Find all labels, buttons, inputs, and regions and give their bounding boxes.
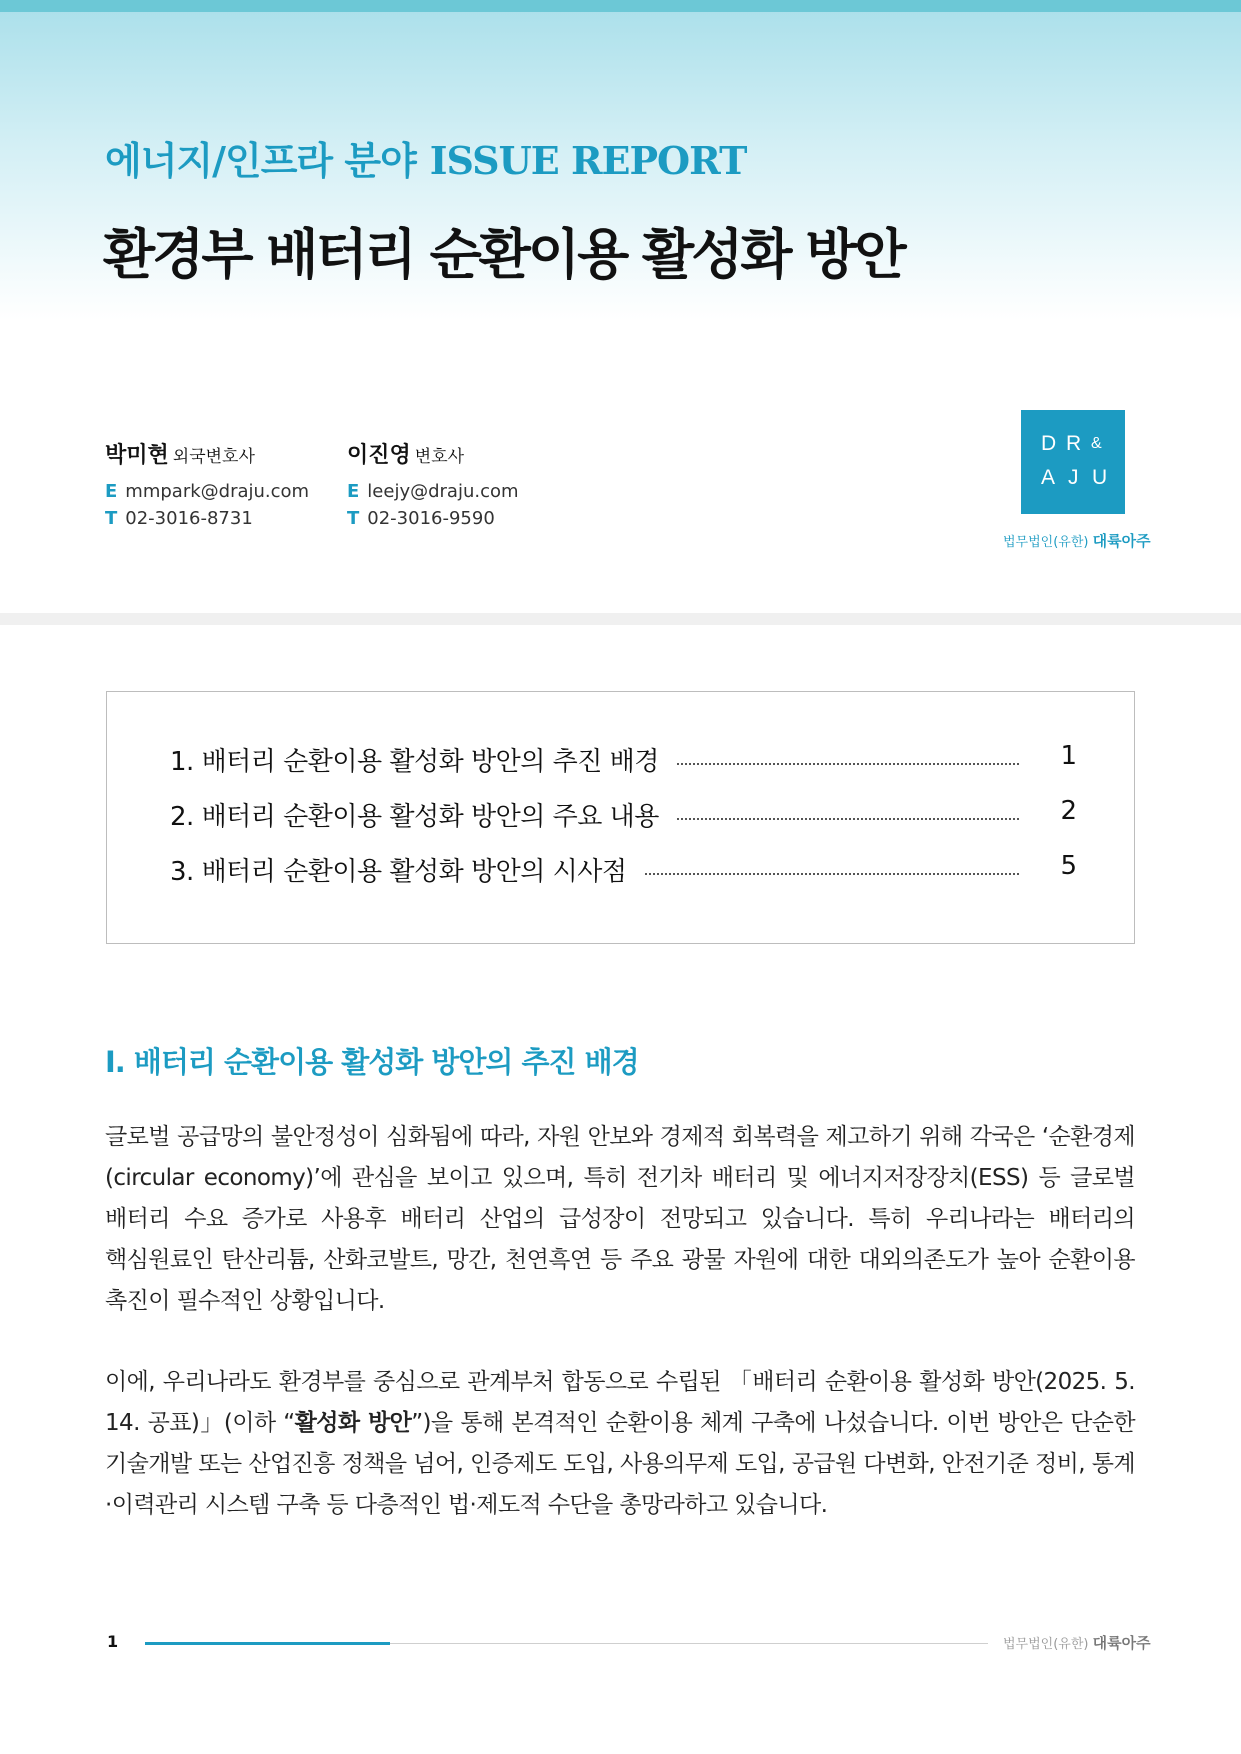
firm-logo [1021,410,1125,514]
author-2 [347,438,519,529]
logo-ampersand: & [1091,435,1102,452]
toc-item-3[interactable] [170,851,1077,887]
firm-name [1003,530,1151,551]
footer-firm-main: 대륙아주 [1092,1634,1151,1652]
author-tel: 02-3016-8731 [125,508,253,529]
section-heading: I. 배터리 순환이용 활성화 방안의 추진 배경 [105,1045,639,1079]
author-name [105,438,309,469]
page-number: 1 [107,1632,119,1651]
author-email-link[interactable]: mmpark@draju.com [125,481,310,502]
author-role: 외국변호사 [172,447,255,467]
para2-text-a: 이에, 우리나라도 환경부를 중심으로 관계부처 합동으로 수립된 「배터리 순환이용 활성화 방안(2025. 5. 14. 공표)」(이하 “ [105,1369,1135,1436]
footer-accent-line [145,1642,390,1645]
author-1 [105,438,309,529]
author-name [347,438,519,469]
para2-bold-term: 활성화 방안 [294,1410,412,1436]
top-accent-strip [0,0,1241,12]
firm-name-prefix: 법무법인(유한) [1003,535,1089,550]
table-of-contents [106,691,1135,944]
para2-text-b: ”)을 통해 본격적인 순환이용 체계 구축에 나섰습니다. 이번 방안은 단순한 기술개발 또는 산업진흥 정책을 넘어, 인증제도 도입, 사용의무제 도입, 공급원 다변화, 안전기준 정비, 통계·이력관리 시스템 구축 등 다층적인 법·제도적 수단을 총망라하고 있습니다. [105,1410,1136,1518]
logo-letter: J [1068,466,1079,489]
logo-letter: U [1092,466,1108,489]
author-name-text: 박미현 [105,443,169,468]
author-email-line [347,481,519,502]
tel-label: T [347,508,360,529]
body-paragraph-2 [105,1362,1135,1526]
toc-page-number: 1 [1060,741,1077,771]
logo-letter: D [1041,432,1057,455]
footer-firm-name [1003,1632,1151,1653]
footer-firm-prefix: 법무법인(유한) [1003,1637,1089,1652]
section-divider [0,613,1241,625]
toc-page-number: 2 [1060,796,1077,826]
author-tel-line [105,508,309,529]
kicker-field: 에너지/인프라 분야 [105,139,416,183]
toc-page-number: 5 [1060,851,1077,881]
author-tel: 02-3016-9590 [367,508,495,529]
author-email-link[interactable]: leejy@draju.com [367,481,519,502]
logo-letter: A [1041,466,1056,489]
logo-letter: R [1066,432,1082,455]
email-label: E [105,481,118,502]
page-title: 환경부 배터리 순환이용 활성화 방안 [103,223,904,286]
body-paragraph-1: 글로벌 공급망의 불안정성이 심화됨에 따라, 자원 안보와 경제적 회복력을 제고하기 위해 각국은 ‘순환경제(circular economy)’에 관심을 보이고 있으며, 특히 전기차 배터리 및 에너지저장장치(ESS) 등 글로벌 배터리 수요 증가로 사용후 배터리 산업의 급성장이 전망되고 있습니다. 특히 우리나라는 배터리의 핵심원료인 탄산리튬, 산화코발트, 망간, 천연흑연 등 주요 광물 자원에 대한 대외의존도가 높아 순환이용 촉진이 필수적인 상황입니다. [105,1124,1135,1314]
author-name-text: 이진영 [347,443,411,468]
author-tel-line [347,508,519,529]
toc-item-2[interactable] [170,796,1077,832]
report-kicker [105,130,746,185]
toc-item-label: 2. 배터리 순환이용 활성화 방안의 주요 내용 [170,796,677,833]
kicker-report-label: ISSUE REPORT [429,138,747,183]
toc-item-label: 3. 배터리 순환이용 활성화 방안의 시사점 [170,851,645,888]
toc-item-1[interactable] [170,741,1077,777]
email-label: E [347,481,360,502]
tel-label: T [105,508,118,529]
firm-name-main: 대륙아주 [1092,532,1151,550]
author-role: 변호사 [414,447,465,467]
footer-rule [390,1643,988,1644]
author-email-line [105,481,309,502]
toc-item-label: 1. 배터리 순환이용 활성화 방안의 추진 배경 [170,741,677,778]
